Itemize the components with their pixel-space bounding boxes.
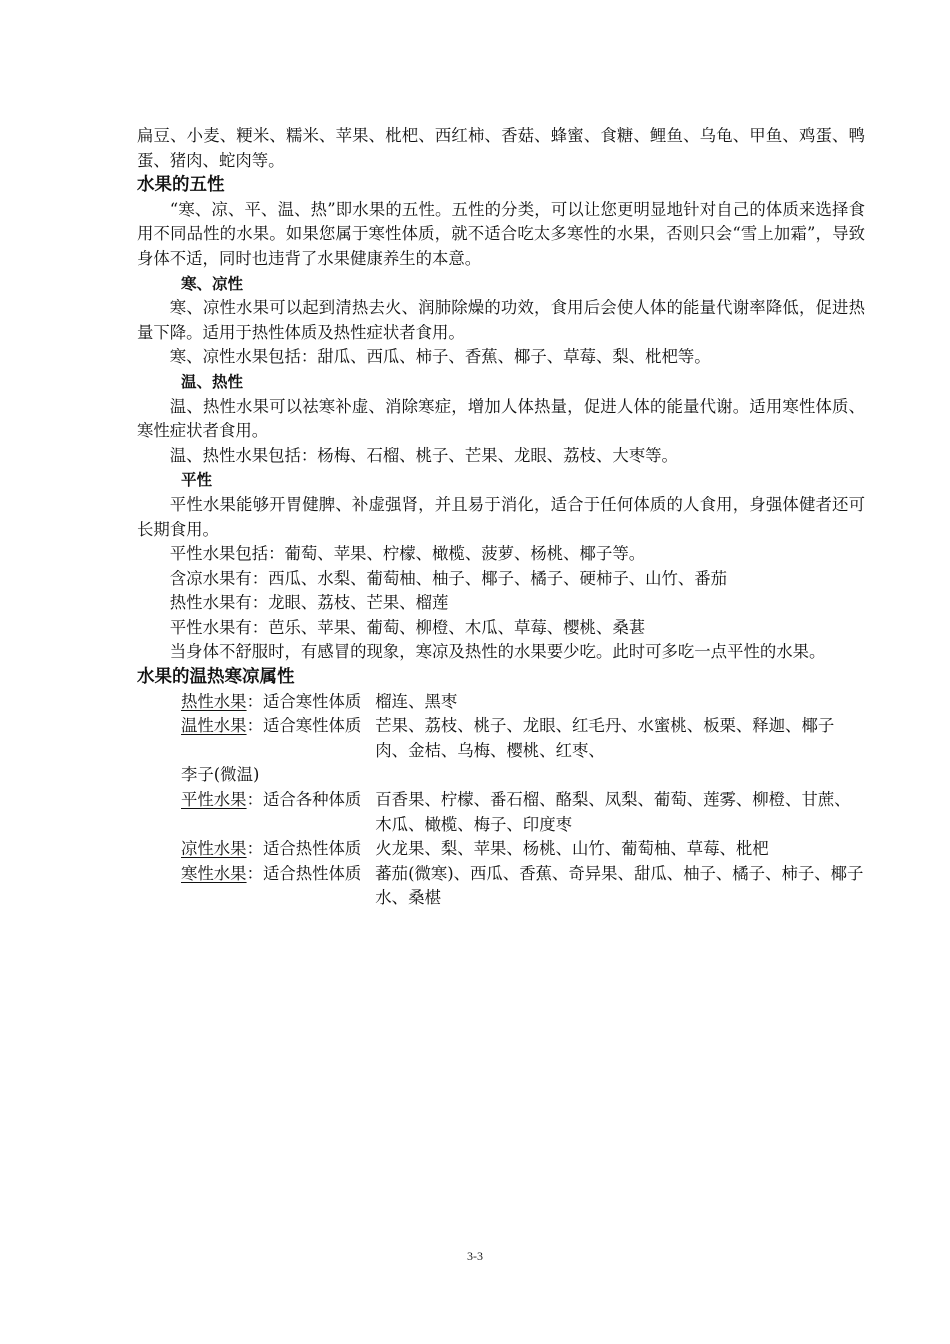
fruit-property-row [137, 788, 865, 837]
document-body [137, 124, 865, 911]
subheading-cold: 寒、凉性 [181, 274, 244, 293]
paragraph: 当身体不舒服时，有感冒的现象，寒凉及热性的水果要少吃。此时可多吃一点平性的水果。 [169, 642, 826, 662]
property-extra-line: 李子(微温) [181, 765, 260, 785]
property-suitability: ：适合热性体质 [246, 863, 362, 883]
property-name: 寒性水果 [181, 863, 247, 883]
paragraph: 温、热性水果包括：杨梅、石榴、桃子、芒果、龙眼、荔枝、大枣等。 [169, 445, 678, 465]
property-fruits: 火龙果、梨、苹果、杨桃、山竹、葡萄柚、草莓、枇杷 [375, 839, 769, 859]
property-name: 平性水果 [181, 790, 247, 810]
paragraph: 热性水果有：龙眼、荔枝、芒果、榴莲 [169, 593, 449, 613]
subheading-neutral: 平性 [181, 471, 213, 490]
paragraph: “寒、凉、平、温、热”即水果的五性。五性的分类，可以让您更明显地针对自己的体质来选择食用不同品性的水果。如果您属于寒性体质，就不适合吃太多寒性的水果，否则只会“雪上加霜”，导致身体不适，同时也违背了水果健康养生的本意。 [137, 199, 865, 268]
property-name: 温性水果 [181, 716, 247, 736]
section-title-five-natures: 水果的五性 [137, 175, 225, 196]
subheading-warm: 温、热性 [181, 372, 244, 391]
paragraph: 寒、凉性水果包括：甜瓜、西瓜、柿子、香蕉、椰子、草莓、梨、枇杷等。 [169, 347, 711, 367]
page-number: 3-3 [467, 1249, 483, 1263]
property-fruits: 芒果、荔枝、桃子、龙眼、红毛丹、水蜜桃、板栗、释迦、椰子肉、金桔、乌梅、樱桃、红枣、 [375, 716, 835, 760]
property-fruits: 榴连、黑枣 [375, 691, 458, 711]
property-name: 热性水果 [181, 691, 247, 711]
property-suitability: ：适合热性体质 [246, 839, 362, 859]
property-suitability: ：适合各种体质 [246, 790, 362, 810]
property-fruits: 蕃茄(微寒)、西瓜、香蕉、奇异果、甜瓜、柚子、橘子、柿子、椰子水、桑椹 [375, 863, 864, 908]
paragraph: 平性水果有：芭乐、苹果、葡萄、柳橙、木瓜、草莓、樱桃、桑葚 [169, 617, 646, 637]
property-name: 凉性水果 [181, 839, 247, 859]
intro-continuation: 扁豆、小麦、粳米、糯米、苹果、枇杷、西红柿、香菇、蜂蜜、食糖、鲤鱼、乌龟、甲鱼、鸡蛋、鸭蛋、猪肉、蛇肉等。 [137, 126, 865, 170]
fruit-property-row [137, 862, 865, 911]
property-suitability: ：适合寒性体质 [246, 716, 362, 736]
paragraph: 温、热性水果可以祛寒补虚、消除寒症，增加人体热量，促进人体的能量代谢。适用寒性体质、寒性症状者食用。 [137, 396, 865, 441]
fruit-property-row [137, 690, 865, 715]
property-suitability: ：适合寒性体质 [246, 691, 362, 711]
paragraph: 寒、凉性水果可以起到清热去火、润肺除燥的功效，食用后会使人体的能量代谢率降低，促进热量下降。适用于热性体质及热性症状者食用。 [137, 298, 865, 342]
paragraph: 平性水果能够开胃健脾、补虚强肾，并且易于消化，适合于任何体质的人食用，身强体健者还可长期食用。 [137, 494, 865, 539]
fruit-property-row [137, 837, 865, 862]
fruit-property-row [137, 714, 865, 763]
paragraph: 平性水果包括：葡萄、苹果、柠檬、橄榄、菠萝、杨桃、椰子等。 [169, 544, 646, 564]
paragraph: 含凉水果有：西瓜、水梨、葡萄柚、柚子、椰子、橘子、硬柿子、山竹、番茄 [169, 568, 728, 588]
section-title-fruit-properties: 水果的温热寒凉属性 [137, 667, 295, 688]
property-fruits: 百香果、柠檬、番石榴、酪梨、凤梨、葡萄、莲雾、柳橙、甘蔗、木瓜、橄榄、梅子、印度枣 [375, 790, 851, 834]
